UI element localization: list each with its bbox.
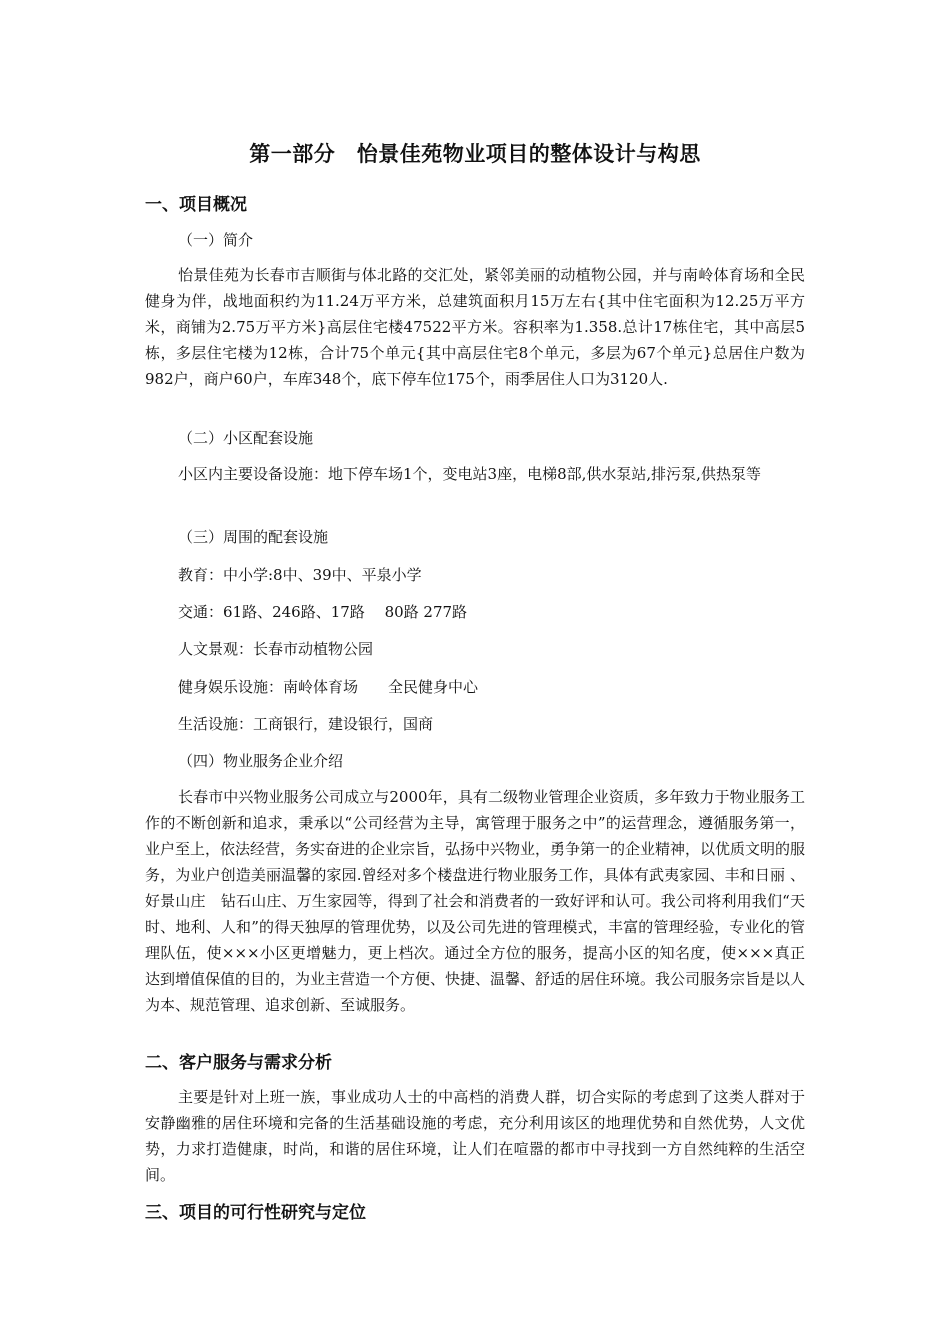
paragraph-intro: 怡景佳苑为长春市吉顺街与体北路的交汇处，紧邻美丽的动植物公园，并与南岭体育场和全民健身为伴，战地面积约为11.24万平方米，总建筑面积月15万左右{其中住宅面积为12.25万平方米，商铺为2.75万平方米}高层住宅楼47522平方米。容积率为1.358.总计17栋住宅，其中高层5栋，多层住宅楼为12栋，合计75个单元{其中高层住宅8个单元，多层为67个单元}总居住户数为982户，商户60户，车库348个，底下停车位175个，雨季居住人口为3120人. xyxy=(145,266,805,388)
subheading-surroundings: （三）周围的配套设施 xyxy=(178,528,329,546)
section-heading-overview: 一、项目概况 xyxy=(145,195,247,215)
subheading-company: （四）物业服务企业介绍 xyxy=(178,752,344,770)
surroundings-item-transport: 交通：61路、246路、17路 80路 277路 xyxy=(178,603,468,621)
paragraph-customer: 主要是针对上班一族，事业成功人士的中高档的消费人群，切合实际的考虑到了这类人群对于安静幽雅的居住环境和完备的生活基础设施的考虑，充分利用该区的地理优势和自然优势，人文优势，力求打造健康，时尚，和谐的居住环境，让人们在喧嚣的都市中寻找到一方自然纯粹的生活空间。 xyxy=(145,1088,805,1184)
document-title: 第一部分 怡景佳苑物业项目的整体设计与构思 xyxy=(249,142,701,166)
paragraph-company: 长春市中兴物业服务公司成立与2000年，具有二级物业管理企业资质，多年致力于物业服务工作的不断创新和追求，秉承以“公司经营为主导，寓管理于服务之中”的运营理念，遵循服务第一，业户至上，依法经营，务实奋进的企业宗旨，弘扬中兴物业，勇争第一的企业精神，以优质文明的服务，为业户创造美丽温馨的家园.曾经对多个楼盘进行物业服务工作，具体有武夷家园、丰和日丽 、好景山庄 钻石山庄、万生家园等，得到了社会和消费者的一致好评和认可。我公司将利用我们“天时、地利、人和”的得天独厚的管理优势，以及公司先进的管理模式，丰富的管理经验，专业化的管理队伍，使×××小区更增魅力，更上档次。通过全方位的服务，提高小区的知名度，使×××真正达到增值保值的目的，为业主营造一个方便、快捷、温馨、舒适的居住环境。我公司服务宗旨是以人为本、规范管理、追求创新、至诚服务。 xyxy=(145,788,806,1014)
section-heading-customer: 二、客户服务与需求分析 xyxy=(145,1053,332,1073)
surroundings-item-fitness: 健身娱乐设施：南岭体育场 全民健身中心 xyxy=(178,678,479,696)
surroundings-item-education: 教育：中小学:8中、39中、平泉小学 xyxy=(178,566,422,584)
section-heading-feasibility: 三、项目的可行性研究与定位 xyxy=(145,1203,366,1223)
surroundings-item-landscape: 人文景观：长春市动植物公园 xyxy=(178,640,374,658)
paragraph-facilities: 小区内主要设备设施：地下停车场1个，变电站3座，电梯8部,供水泵站,排污泵,供热泵等 xyxy=(178,465,761,483)
subheading-facilities: （二）小区配套设施 xyxy=(178,429,314,447)
subheading-intro: （一）简介 xyxy=(178,231,254,249)
surroundings-item-living: 生活设施：工商银行，建设银行，国商 xyxy=(178,715,434,733)
